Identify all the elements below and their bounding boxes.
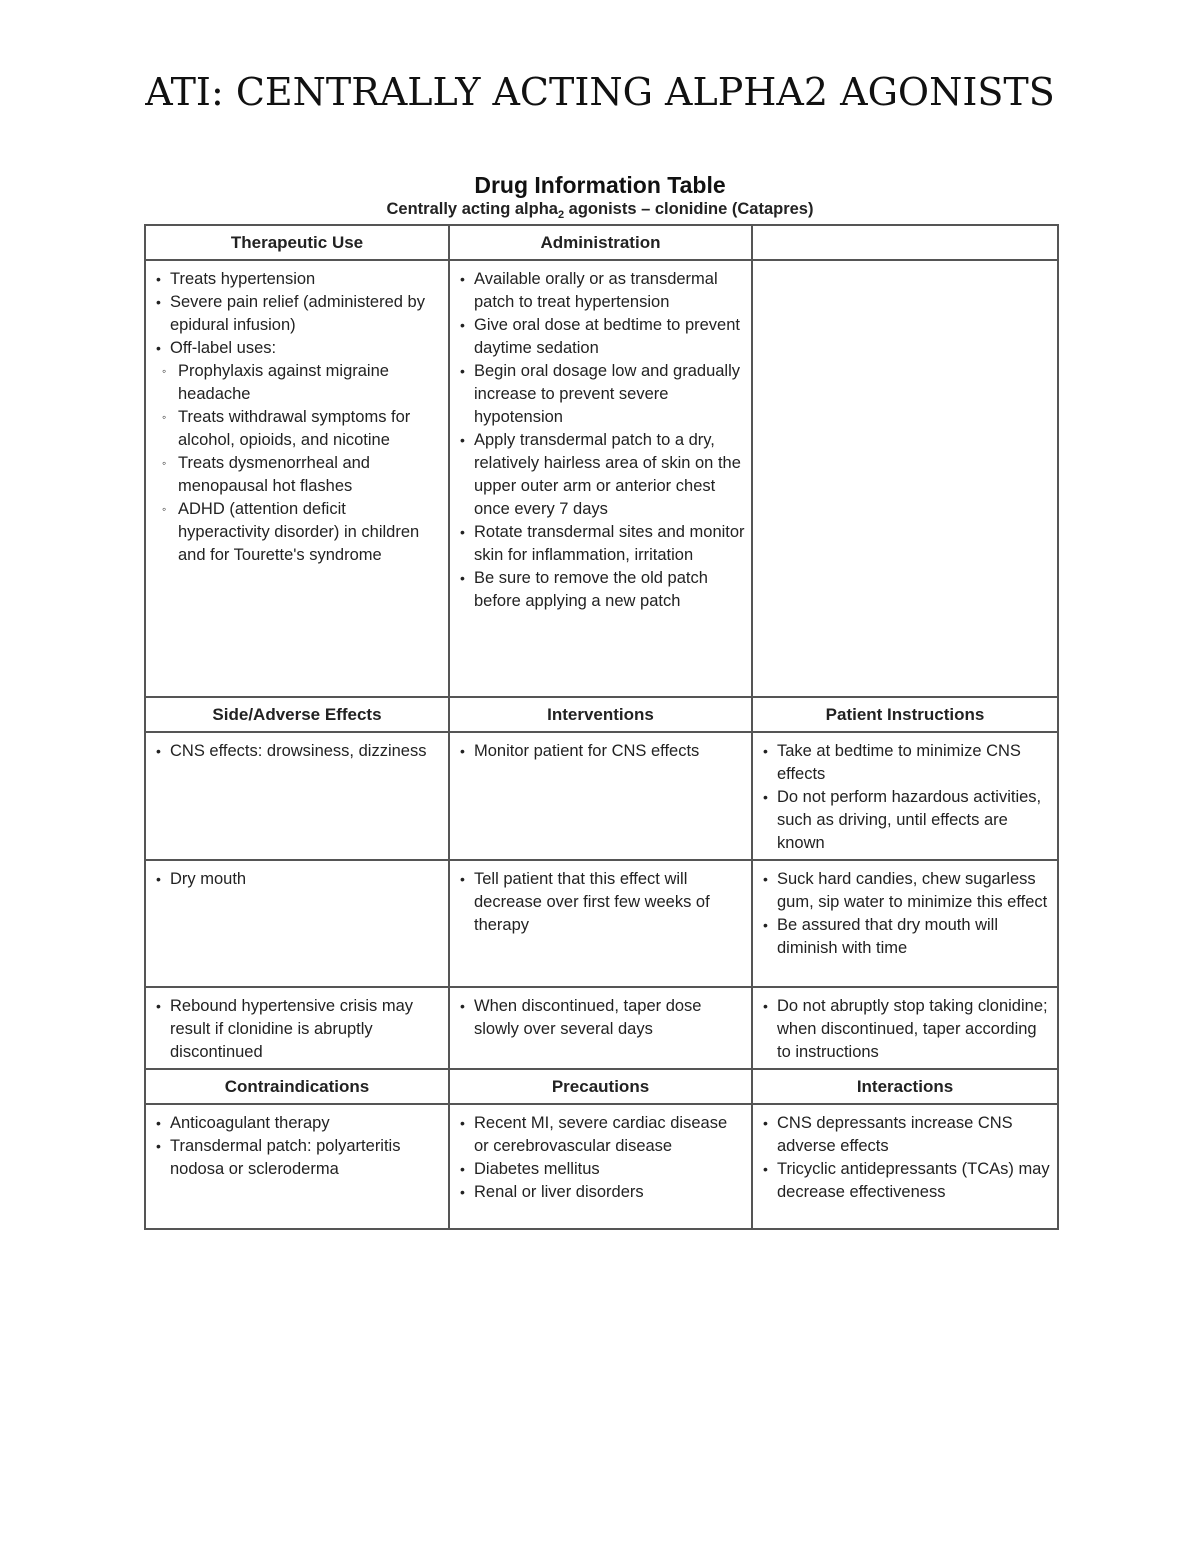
interventions-list xyxy=(460,995,745,1041)
list-item: • Off-label uses: xyxy=(156,337,442,360)
cell-precautions xyxy=(449,1104,752,1229)
table-row-therapeutic xyxy=(145,260,1058,697)
list-item: • Do not abruptly stop taking clonidine; when discontinued, taper according to instructions xyxy=(763,995,1051,1064)
list-item: • Give oral dose at bedtime to prevent daytime sedation xyxy=(460,314,745,360)
list-item: • CNS effects: drowsiness, dizziness xyxy=(156,740,442,763)
list-item: • Tell patient that this effect will decrease over first few weeks of therapy xyxy=(460,868,745,937)
list-item: • Be assured that dry mouth will diminish with time xyxy=(763,914,1051,960)
table-row xyxy=(145,987,1058,1069)
table-title: Drug Information Table xyxy=(474,172,726,198)
cell-instructions xyxy=(752,987,1058,1069)
cell-effects xyxy=(145,732,449,860)
header-empty xyxy=(752,225,1058,260)
list-item: • When discontinued, taper dose slowly over several days xyxy=(460,995,745,1041)
list-item: • Apply transdermal patch to a dry, relatively hairless area of skin on the upper outer arm or anterior chest once every 7 days xyxy=(460,429,745,521)
cell-interventions xyxy=(449,732,752,860)
header-row-top xyxy=(145,225,1058,260)
cell-instructions xyxy=(752,732,1058,860)
cell-interventions xyxy=(449,987,752,1069)
cell-instructions xyxy=(752,860,1058,987)
header-contraindications: Contraindications xyxy=(145,1069,449,1104)
list-item: • Begin oral dosage low and gradually increase to prevent severe hypotension xyxy=(460,360,745,429)
drug-information-table xyxy=(144,224,1059,1230)
list-item: • Tricyclic antidepressants (TCAs) may decrease effectiveness xyxy=(763,1158,1051,1204)
cell-effects xyxy=(145,987,449,1069)
cell-administration xyxy=(449,260,752,697)
table-subtitle xyxy=(0,200,1200,221)
cell-empty xyxy=(752,260,1058,697)
precautions-list xyxy=(460,1112,745,1204)
cell-contraindications xyxy=(145,1104,449,1229)
list-item: • Dry mouth xyxy=(156,868,442,891)
page-title: ATI: CENTRALLY ACTING ALPHA2 AGONISTS xyxy=(145,70,1055,114)
list-item: • Diabetes mellitus xyxy=(460,1158,745,1181)
list-item: • Treats hypertension xyxy=(156,268,442,291)
header-row-bottom xyxy=(145,1069,1058,1104)
list-item: • Be sure to remove the old patch before applying a new patch xyxy=(460,567,745,613)
contraindications-list xyxy=(156,1112,442,1181)
list-item: ◦ Treats dysmenorrheal and menopausal hot flashes xyxy=(156,452,442,498)
header-side-effects: Side/Adverse Effects xyxy=(145,697,449,732)
table-row xyxy=(145,860,1058,987)
list-item: ◦ ADHD (attention deficit hyperactivity disorder) in children and for Tourette's syndrome xyxy=(156,498,442,567)
list-item: • CNS depressants increase CNS adverse effects xyxy=(763,1112,1051,1158)
header-precautions: Precautions xyxy=(449,1069,752,1104)
list-item: • Do not perform hazardous activities, such as driving, until effects are known xyxy=(763,786,1051,855)
cell-therapeutic-use xyxy=(145,260,449,697)
subtitle-subscript: 2 xyxy=(557,209,565,221)
list-item: • Monitor patient for CNS effects xyxy=(460,740,745,763)
subtitle-drug: agonists – clonidine (Catapres) xyxy=(564,200,814,218)
effects-list xyxy=(156,868,442,891)
header-interactions: Interactions xyxy=(752,1069,1058,1104)
list-item: ◦ Treats withdrawal symptoms for alcohol, opioids, and nicotine xyxy=(156,406,442,452)
list-item: • Anticoagulant therapy xyxy=(156,1112,442,1135)
header-therapeutic-use: Therapeutic Use xyxy=(145,225,449,260)
interventions-list xyxy=(460,868,745,937)
header-row-mid xyxy=(145,697,1058,732)
effects-list xyxy=(156,740,442,763)
instructions-list xyxy=(763,740,1051,855)
cell-interactions xyxy=(752,1104,1058,1229)
instructions-list xyxy=(763,868,1051,960)
header-patient-instructions: Patient Instructions xyxy=(752,697,1058,732)
administration-list xyxy=(460,268,745,613)
interactions-list xyxy=(763,1112,1051,1204)
list-item: • Severe pain relief (administered by epidural infusion) xyxy=(156,291,442,337)
header-administration: Administration xyxy=(449,225,752,260)
list-item: • Suck hard candies, chew sugarless gum, sip water to minimize this effect xyxy=(763,868,1051,914)
list-item: • Recent MI, severe cardiac disease or cerebrovascular disease xyxy=(460,1112,745,1158)
subtitle-text: Centrally acting alpha xyxy=(386,200,558,218)
table-row xyxy=(145,732,1058,860)
list-item: • Transdermal patch: polyarteritis nodosa or scleroderma xyxy=(156,1135,442,1181)
cell-interventions xyxy=(449,860,752,987)
list-item: • Rebound hypertensive crisis may result if clonidine is abruptly discontinued xyxy=(156,995,442,1064)
list-item: • Renal or liver disorders xyxy=(460,1181,745,1204)
interventions-list xyxy=(460,740,745,763)
list-item: ◦ Prophylaxis against migraine headache xyxy=(156,360,442,406)
header-interventions: Interventions xyxy=(449,697,752,732)
list-item: • Available orally or as transdermal patch to treat hypertension xyxy=(460,268,745,314)
list-item: • Rotate transdermal sites and monitor skin for inflammation, irritation xyxy=(460,521,745,567)
cell-effects xyxy=(145,860,449,987)
instructions-list xyxy=(763,995,1051,1064)
list-item: • Take at bedtime to minimize CNS effects xyxy=(763,740,1051,786)
table-row xyxy=(145,1104,1058,1229)
effects-list xyxy=(156,995,442,1064)
therapeutic-use-list xyxy=(156,268,442,567)
